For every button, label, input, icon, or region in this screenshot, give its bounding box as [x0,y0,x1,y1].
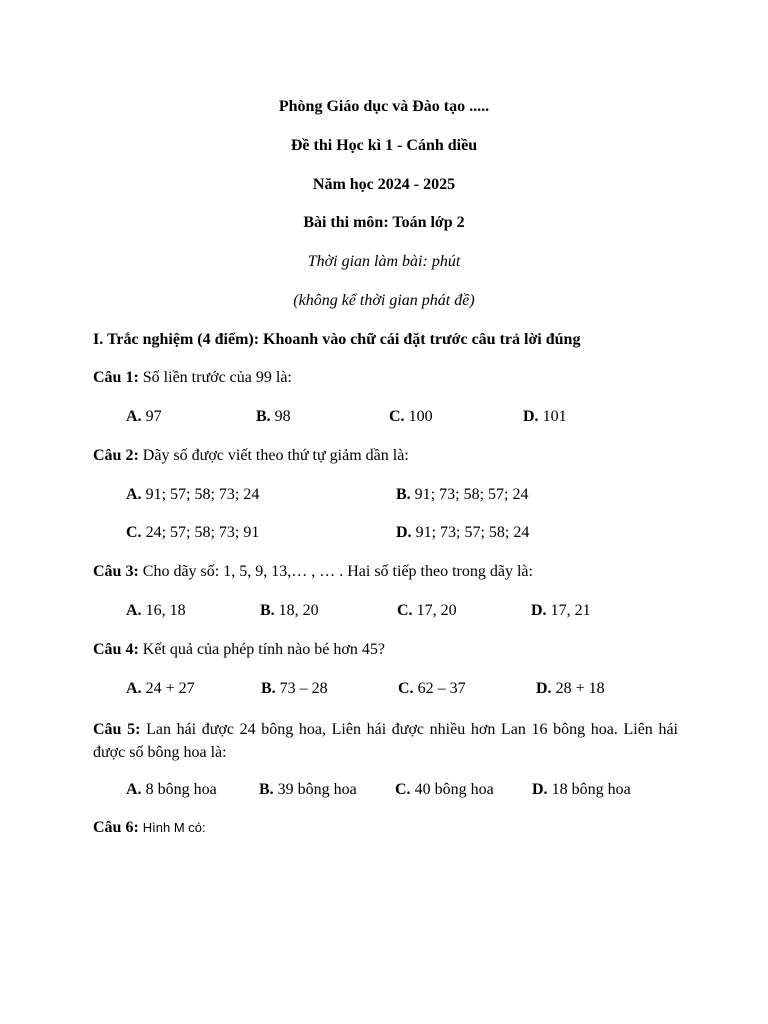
question-label: Câu 1: [93,369,139,386]
q2-option-c: C. 24; 57; 58; 73; 91 [126,524,260,541]
q1-option-a: A. 97 [126,408,162,425]
question-label: Câu 3: [93,563,139,580]
question-label: Câu 4: [93,641,139,658]
school-year: Năm học 2024 - 2025 [312,176,456,193]
q4-option-b: B. 73 – 28 [261,680,328,697]
question-5 [93,718,678,764]
question-2 [93,447,409,465]
exam-title: Đề thi Học kì 1 - Cánh diều [290,137,478,154]
q4-option-a: A. 24 + 27 [126,680,195,697]
q2-option-a: A. 91; 57; 58; 73; 24 [126,486,260,503]
exam-duration: Thời gian làm bài: phút [307,253,461,270]
q5-option-c: C. 40 bông hoa [395,781,494,798]
question-6 [93,819,206,837]
section-title: I. Trắc nghiệm (4 điểm): Khoanh vào chữ cái đặt trước câu trả lời đúng [93,331,581,348]
question-text: Dãy số được viết theo thứ tự giảm dần là: [142,447,409,464]
question-text: Lan hái được 24 bông hoa, Liên hái được nhiều hơn Lan 16 bông hoa. Liên hái được số bông hoa là: [93,721,678,761]
q4-option-d: D. 28 + 18 [536,680,605,697]
q3-option-c: C. 17, 20 [397,602,457,619]
q1-option-d: D. 101 [523,408,567,425]
q5-option-d: D. 18 bông hoa [532,781,631,798]
question-1 [93,369,292,387]
q1-option-c: C. 100 [389,408,433,425]
q2-option-d: D. 91; 73; 57; 58; 24 [396,524,530,541]
q3-option-b: B. 18, 20 [260,602,319,619]
question-label: Câu 5: [93,721,141,738]
q3-option-d: D. 17, 21 [531,602,591,619]
q5-option-b: B. 39 bông hoa [259,781,357,798]
office-title: Phòng Giáo dục và Đào tạo ..... [278,98,490,115]
q2-option-b: B. 91; 73; 58; 57; 24 [396,486,529,503]
question-label: Câu 2: [93,447,139,464]
question-3 [93,563,533,581]
question-text: Kết quả của phép tính nào bé hơn 45? [142,641,385,658]
question-text: Cho dãy số: 1, 5, 9, 13,… , … . Hai số tiếp theo trong dãy là: [142,563,533,580]
q1-option-b: B. 98 [256,408,291,425]
q4-option-c: C. 62 – 37 [398,680,466,697]
duration-note: (không kể thời gian phát đề) [293,292,475,309]
q3-option-a: A. 16, 18 [126,602,186,619]
question-text: Số liền trước của 99 là: [142,369,292,386]
question-4 [93,641,385,659]
question-text: Hình M có: [142,820,206,835]
subject-title: Bài thi môn: Toán lớp 2 [303,214,465,231]
question-label: Câu 6: [93,819,139,836]
q5-option-a: A. 8 bông hoa [126,781,217,798]
